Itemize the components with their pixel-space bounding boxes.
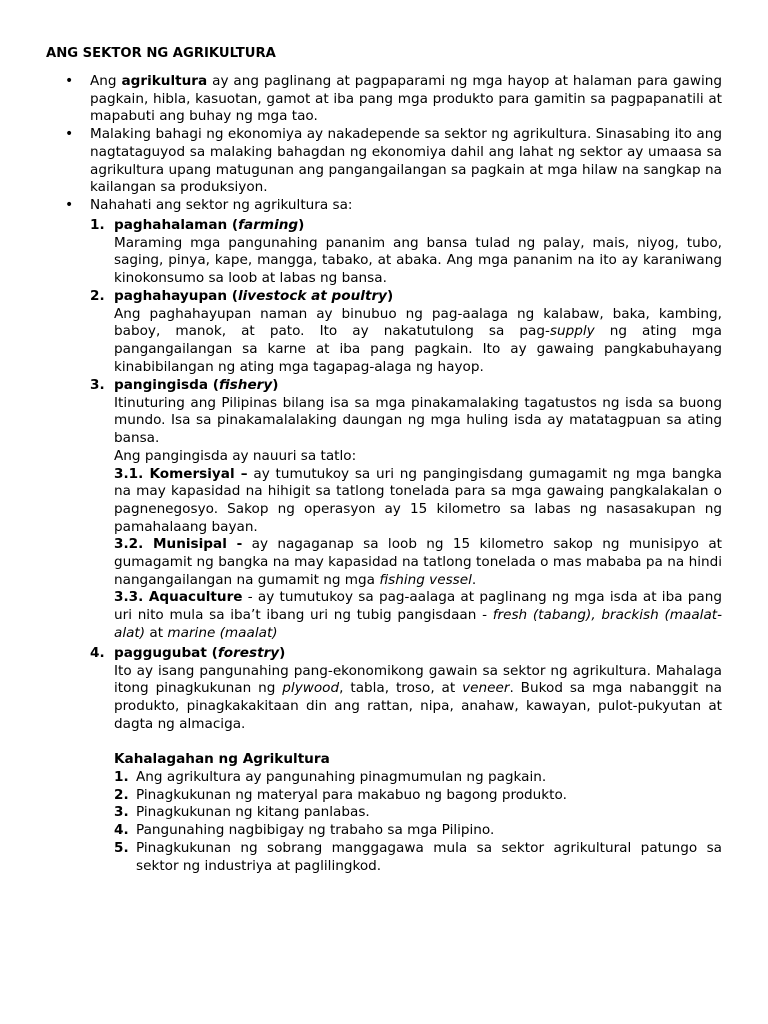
numbered-item — [90, 288, 722, 377]
item-body: Ito ay isang pangunahing pang-ekonomikong gawain sa sektor ng agrikultura. Mahalaga itong pinagkukunan ng plywood, tabla, troso, at veneer. Bukod sa mga nabanggit na produkto, pinagkakakitaan din ang rattan, nipa, anahaw, kawayan, pulot-pukyutan at dagta ng almaciga. — [114, 662, 722, 732]
sector-item-livestock — [90, 288, 722, 377]
item-number: 3. — [90, 377, 105, 393]
list-item: 2. Pinagkukunan ng materyal para makabuo ng bagong produkto. — [114, 786, 567, 803]
item-number: 4. — [90, 645, 105, 661]
item-number: 2. — [90, 288, 105, 304]
bullet-text: ay ang paglinang at pagpaparami ng mga hayop at halaman para gawing pagkain, hibla, kasuotan, gamot at iba pang mga produkto para gamitin sa pagpapanatili at mapabuti ang buhay ng mga tao. — [90, 73, 722, 125]
kahalagahan-heading: Kahalagahan ng Agrikultura — [114, 751, 330, 767]
fishery-intro: Ang pangingisda ay nauuri sa tatlo: — [114, 447, 357, 464]
intro-bullet-list — [90, 73, 722, 215]
numbered-item — [90, 645, 722, 734]
sector-item-forestry — [90, 645, 722, 734]
bullet-item-ekonomiya: • Malaking bahagi ng ekonomiya ay nakadepende sa sektor ng agrikultura. Sinasabing ito ang nagtataguyod sa malaking bahagdan ng ekonomiya dahil ang lahat ng sektor ay umaasa sa agrikultura upang matugunan ang pangangailangan sa pagkain at mga hilaw na sangkap na kailangan sa produksiyon. — [90, 126, 722, 197]
fishery-type-aquaculture: 3.3. Aquaculture - ay tumutukoy sa pag-aalaga at paglinang ng mga isda at iba pang uri nito mula sa iba’t ibang uri ng tubig pangisdaan - fresh (tabang), brackish (maalat-alat) at marine (maalat) — [114, 589, 723, 641]
kahalagahan-list — [114, 769, 722, 875]
bullet-item-agrikultura — [90, 73, 722, 126]
numbered-item — [90, 377, 722, 643]
list-item: 4. Pangunahing nagbibigay ng trabaho sa mga Pilipino. — [114, 822, 495, 839]
bullet-text: Ang — [90, 73, 122, 89]
item-heading: paghahayupan (livestock at poultry) — [114, 288, 394, 304]
bullet-item-nahahati: • Nahahati ang sektor ng agrikultura sa: — [90, 197, 722, 215]
list-item: 3. Pinagkukunan ng kitang panlabas. — [114, 804, 370, 821]
sector-item-fishery — [90, 377, 722, 643]
item-body: Ang paghahayupan naman ay binubuo ng pag-aalaga ng kalabaw, baka, kambing, baboy, manok, at pato. Ito ay nakatutulong sa pag-supply ng ating mga pangangailangan sa karne at iba pang pagkain. Ito ay gawaing pangkabuhayang kinabibilangan ng ating mga tagapag-alaga ng hayop. — [114, 305, 723, 375]
item-number: 1. — [90, 217, 105, 233]
item-heading: paghahalaman (farming) — [114, 217, 305, 233]
bullet-bold-term: agrikultura — [121, 73, 208, 89]
item-heading: pangingisda (fishery) — [114, 377, 279, 393]
list-item: 5. Pinagkukunan ng sobrang manggagawa mula sa sektor agrikultural patungo sa sektor ng industriya at paglilingkod. — [114, 839, 722, 874]
document-title: ANG SEKTOR NG AGRIKULTURA — [46, 46, 276, 61]
list-item: 1. Ang agrikultura ay pangunahing pinagmumulan ng pagkain. — [114, 769, 547, 785]
numbered-item — [90, 217, 722, 288]
item-heading: paggugubat (forestry) — [114, 645, 286, 661]
fishery-type-munisipal: 3.2. Munisipal - ay nagaganap sa loob ng 15 kilometro sakop ng munisipyo at gumagamit ng bangka na may kapasidad na tatlong tonelada o mas mababa pa na hindi nangangailangan na gumamit ng mga fishing vessel. — [114, 536, 722, 588]
item-body: Itinuturing ang Pilipinas bilang isa sa mga pinakamalaking tagatustos ng isda sa buong mundo. Isa sa pinakamalalaking daungan ng mga huling isda ay matatagpuan sa ating bansa. — [114, 394, 722, 447]
item-body: Maraming mga pangunahing pananim ang bansa tulad ng palay, mais, niyog, tubo, saging, pinya, kape, mangga, tabako, at abaka. Ang mga pananim na ito ay karaniwang kinokonsumo sa loob at labas ng bansa. — [114, 234, 722, 287]
sector-item-farming — [90, 217, 722, 288]
fishery-type-komersiyal: 3.1. Komersiyal – ay tumutukoy sa uri ng pangingisdang gumagamit ng mga bangka na may kapasidad na hihigit sa tatlong tonelada para sa mga gawaing pangkalakalan o pagnenegosyo. Sakop ng operasyon ay 15 kilometro sa labas ng nasasakupan ng pamahalaang bayan. — [114, 465, 722, 535]
